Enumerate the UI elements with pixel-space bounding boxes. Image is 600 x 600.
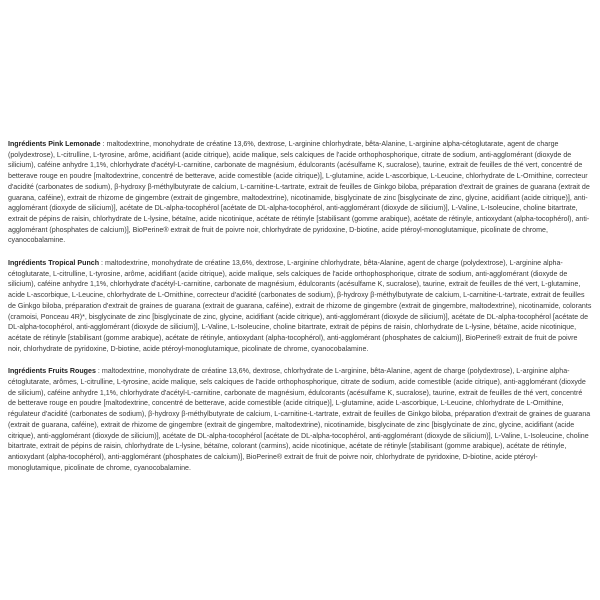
ingredients-tropical-punch xyxy=(8,258,592,354)
section-text: : maltodextrine, monohydrate de créatine 13,6%, dextrose, L-arginine chlorhydrate, bêta-Alanine, agent de charge (polydextrose), L-arginine alpha-cétoglutarate, L-citrulline, L-tyrosine, arôme, acidifiant (acide citrique), acide malique, sels calciques de l'acide orthophosphorique, citrate de sodium, anti-agglomérant (dioxyde de silicium), caféine anhydre 1,1%, chlorhydrate d'acétyl-L-carnitine, carbonate de magnésium, édulcorants (acésulfame K, sucralose), taurine, extrait de feuilles de thé vert, L-glutamine, acide L-ascorbique, L-Leucine, chlorhydrate de L-Ornithine, correcteur d'acidité (carbonates de sodium), β-hydroxy β-méthylbutyrate de calcium, L-carnitine-L-tartrate, extrait de feuilles de Ginkgo biloba, préparation d'extrait de graines de guarana (extrait de guarana, caféine), extrait de rhizome de gingembre (extrait de gingembre, maltodextrine), nicotinamide, colorants (cramoisi, Ponceau 4R)*, bisglycinate de zinc [bisglycinate de zinc, glycine, acidifiant (acide citrique), anti-agglomérant (dioxyde de silicium)], acétate de DL-alpha-tocophérol [acétate de DL-alpha-tocophérol, anti-agglomérant (dioxyde de silicium)], L-Valine, L-Isoleucine, choline bitartrate, extrait de pépins de raisin, chlorhydrate de L-lysine, bétaïne, acide nicotinique, acétate de rétinyle [stabilisant (gomme arabique), acétate de rétinyle, antioxydant (alpha-tocophérol), anti-agglomérant (phosphates de calcium)], BioPerine® extrait de fruit de poivre noir, chlorhydrate de pyridoxine, D-biotine, acide ptéroyl-monoglutamique, picolinate de chrome, cyanocobalamine. xyxy=(8,259,592,353)
section-text: : maltodextrine, monohydrate de créatine 13,6%, dextrose, L-arginine chlorhydrate, bêta-Alanine, L-arginine alpha-cétoglutarate, agent de charge (polydextrose), L-citrulline, L-tyrosine, arôme, acidifiant (acide citrique), acide malique, sels calciques de l'acide orthophosphorique, citrate de sodium, anti-agglomérant (dioxyde de silicium), caféine anhydre 1,1%, chlorhydrate d'acétyl-L-carnitine, carbonate de magnésium, édulcorants (acésulfame K, sucralose), taurine, extrait de feuilles de thé vert, concentré de betterave rouge en poudre [maltodextrine, concentré de betterave, acide comestible (acide citrique)], L-glutamine, acide L-ascorbique, L-Leucine, chlorhydrate de L-Ornithine, correcteur d'acidité (carbonates de sodium), β-hydroxy β-méthylbutyrate de calcium, L-carnitine-L-tartrate, extrait de feuilles de Ginkgo biloba, préparation d'extrait de graines de guarana (extrait de guarana, caféine), extrait de rhizome de gingembre (extrait de gingembre, maltodextrine), nicotinamide, bisglycinate de zinc [bisglycinate de zinc, glycine, acidifiant (acide citrique)], anti-agglomérant (dioxyde de silicium)], acétate de DL-alpha-tocophérol [acétate de DL-alpha-tocophérol, anti-agglomérant (dioxyde de silicium)], L-Valine, L-Isoleucine, choline bitartrate, extrait de pépins de raisin, chlorhydrate de L-lysine, bétaïne, acide nicotinique, acétate de rétinyle [stabilisant (gomme arabique), acétate de rétinyle, antioxydant (alpha-tocophérol), anti-agglomérant (phosphates de calcium)], BioPerine® extrait de fruit de poivre noir, chlorhydrate de pyridoxine, D-biotine, acide ptéroyl-monoglutamique, picolinate de chrome, cyanocobalamine. xyxy=(8,140,590,245)
section-title: Ingrédients Fruits Rouges xyxy=(8,367,96,376)
section-title: Ingrédients Tropical Punch xyxy=(8,259,100,268)
ingredients-pink-lemonade xyxy=(8,139,592,246)
ingredients-content xyxy=(8,139,592,485)
section-text: : maltodextrine, monohydrate de créatine 13,6%, dextrose, chlorhydrate de L-arginine, bêta-Alanine, agent de charge (polydextrose), L-arginine alpha-cétoglutarate, arômes, L-citrulline, L-tyrosine, acide malique, sels calciques de l'acide orthophosphorique, citrate de sodium, acide comestible (acide citrique), anti-agglomérant (dioxyde de silicium), caféine anhydre 1,1%, chlorhydrate d'acétyl-L-carnitine, carbonate de magnésium, édulcorants (acésulfame K, sucralose), taurine, extrait de feuilles de thé vert, concentré de betterave rouge en poudre [maltodextrine, concentré de betterave, acide comestible (acide citrique)], L-glutamine, acide L-ascorbique, L-Leucine, chlorhydrate de L-Ornithine, régulateur d'acidité (carbonates de sodium), β-hydroxy β-méthylbutyrate de calcium, L-carnitine-L-tartrate, extrait de feuilles de Ginkgo biloba, préparation d'extrait de graines de guarana (extrait de guarana, caféine), extrait de rhizome de gingembre (extrait de gingembre, maltodextrine), nicotinamide, bisglycinate de zinc [bisglycinate de zinc, glycine, acidifiant (acide citrique), anti-agglomérant (dioxyde de silicium)], acétate de DL-alpha-tocophérol [acétate de DL-alpha-tocophérol, anti-agglomérant (dioxyde de silicium)], L-Valine, L-Isoleucine, choline bitartrate, extrait de pépins de raisin, chlorhydrate de L-lysine, bétaïne, colorant (carmins), acide nicotinique, acétate de rétinyle [stabilisant (gomme arabique), acétate de rétinyle, antioxydant (alpha-tocophérol), anti-agglomérant (phosphates de calcium)], BioPerine® extrait de fruit de poivre noir, chlorhydrate de pyridoxine, D-biotine, acide ptéroyl-monoglutamique, picolinate de chrome, cyanocobalamine. xyxy=(8,367,591,472)
ingredients-fruits-rouges xyxy=(8,366,592,473)
section-title: Ingrédients Pink Lemonade xyxy=(8,140,101,148)
